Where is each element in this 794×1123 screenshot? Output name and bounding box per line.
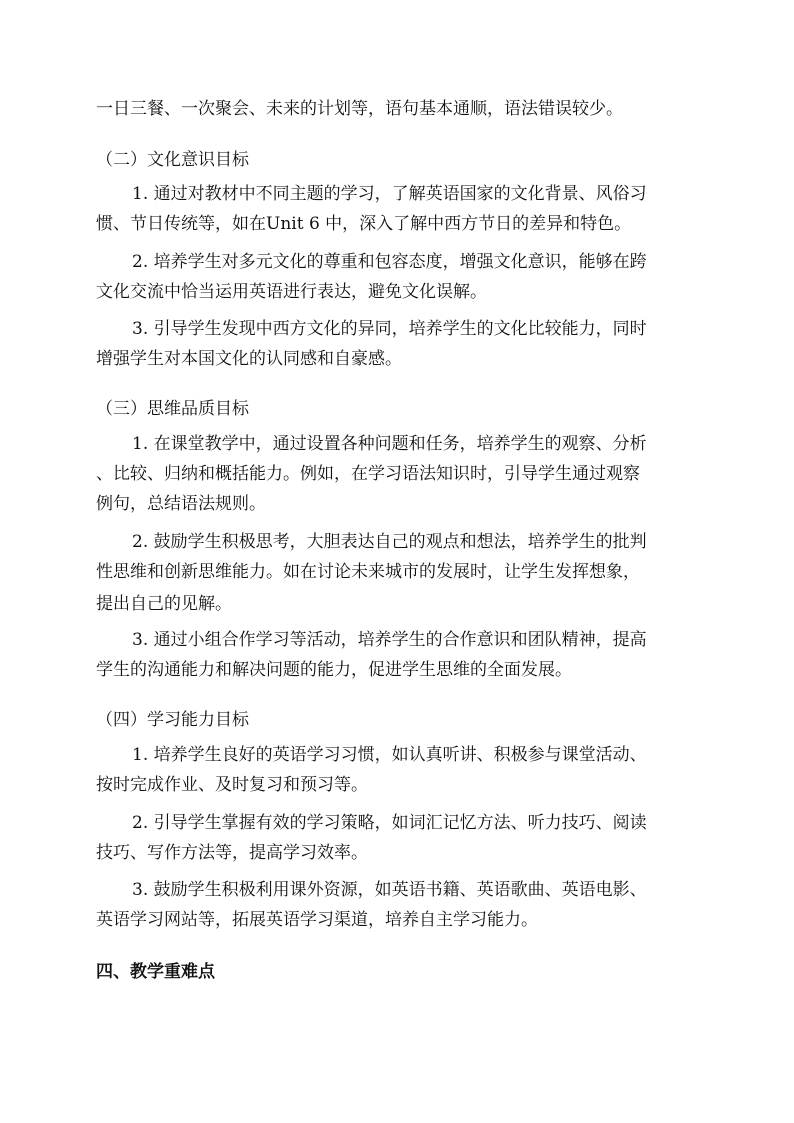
paragraph-line: 学生的沟通能力和解决问题的能力，促进学生思维的全面发展。 bbox=[96, 660, 572, 680]
paragraph-line: 增强学生对本国文化的认同感和自豪感。 bbox=[96, 349, 402, 369]
paragraph-line: 2. 培养学生对多元文化的尊重和包容态度，增强文化意识，能够在跨 bbox=[132, 252, 647, 272]
paragraph-line: 1. 在课堂教学中，通过设置各种问题和任务，培养学生的观察、分析 bbox=[132, 434, 647, 454]
section-heading: （三）思维品质目标 bbox=[96, 399, 249, 419]
paragraph-line: 2. 鼓励学生积极思考，大胆表达自己的观点和想法，培养学生的批判 bbox=[132, 532, 647, 552]
paragraph-line: 3. 鼓励学生积极利用课外资源，如英语书籍、英语歌曲、英语电影、 bbox=[132, 880, 647, 900]
paragraph-line: 英语学习网站等，拓展英语学习渠道，培养自主学习能力。 bbox=[96, 910, 538, 930]
paragraph-line: 性思维和创新思维能力。如在讨论未来城市的发展时，让学生发挥想象， bbox=[96, 562, 640, 582]
paragraph-line: 例句，总结语法规则。 bbox=[96, 494, 266, 514]
paragraph-line: 3. 通过小组合作学习等活动，培养学生的合作意识和团队精神，提高 bbox=[132, 630, 647, 650]
paragraph-line: 文化交流中恰当运用英语进行表达，避免文化误解。 bbox=[96, 282, 487, 302]
paragraph-line: 2. 引导学生掌握有效的学习策略，如词汇记忆方法、听力技巧、阅读 bbox=[132, 813, 647, 833]
paragraph-line: 1. 通过对教材中不同主题的学习，了解英语国家的文化背景、风俗习 bbox=[132, 184, 647, 204]
paragraph-line: 技巧、写作方法等，提高学习效率。 bbox=[96, 843, 368, 863]
paragraph-line: 惯、节日传统等，如在Unit 6 中，深入了解中西方节日的差异和特色。 bbox=[96, 214, 632, 234]
paragraph-line: 、比较、归纳和概括能力。例如，在学习语法知识时，引导学生通过观察 bbox=[96, 464, 640, 484]
paragraph-line: 1. 培养学生良好的英语学习习惯，如认真听讲、积极参与课堂活动、 bbox=[132, 745, 647, 765]
paragraph-line: 提出自己的见解。 bbox=[96, 594, 232, 614]
section-heading: （二）文化意识目标 bbox=[96, 150, 249, 170]
intro-line: 一日三餐、一次聚会、未来的计划等，语句基本通顺，语法错误较少。 bbox=[96, 99, 623, 119]
section-heading: （四）学习能力目标 bbox=[96, 710, 249, 730]
chapter-heading: 四、教学重难点 bbox=[96, 962, 215, 982]
paragraph-line: 3. 引导学生发现中西方文化的异同，培养学生的文化比较能力，同时 bbox=[132, 319, 647, 339]
paragraph-line: 按时完成作业、及时复习和预习等。 bbox=[96, 775, 368, 795]
